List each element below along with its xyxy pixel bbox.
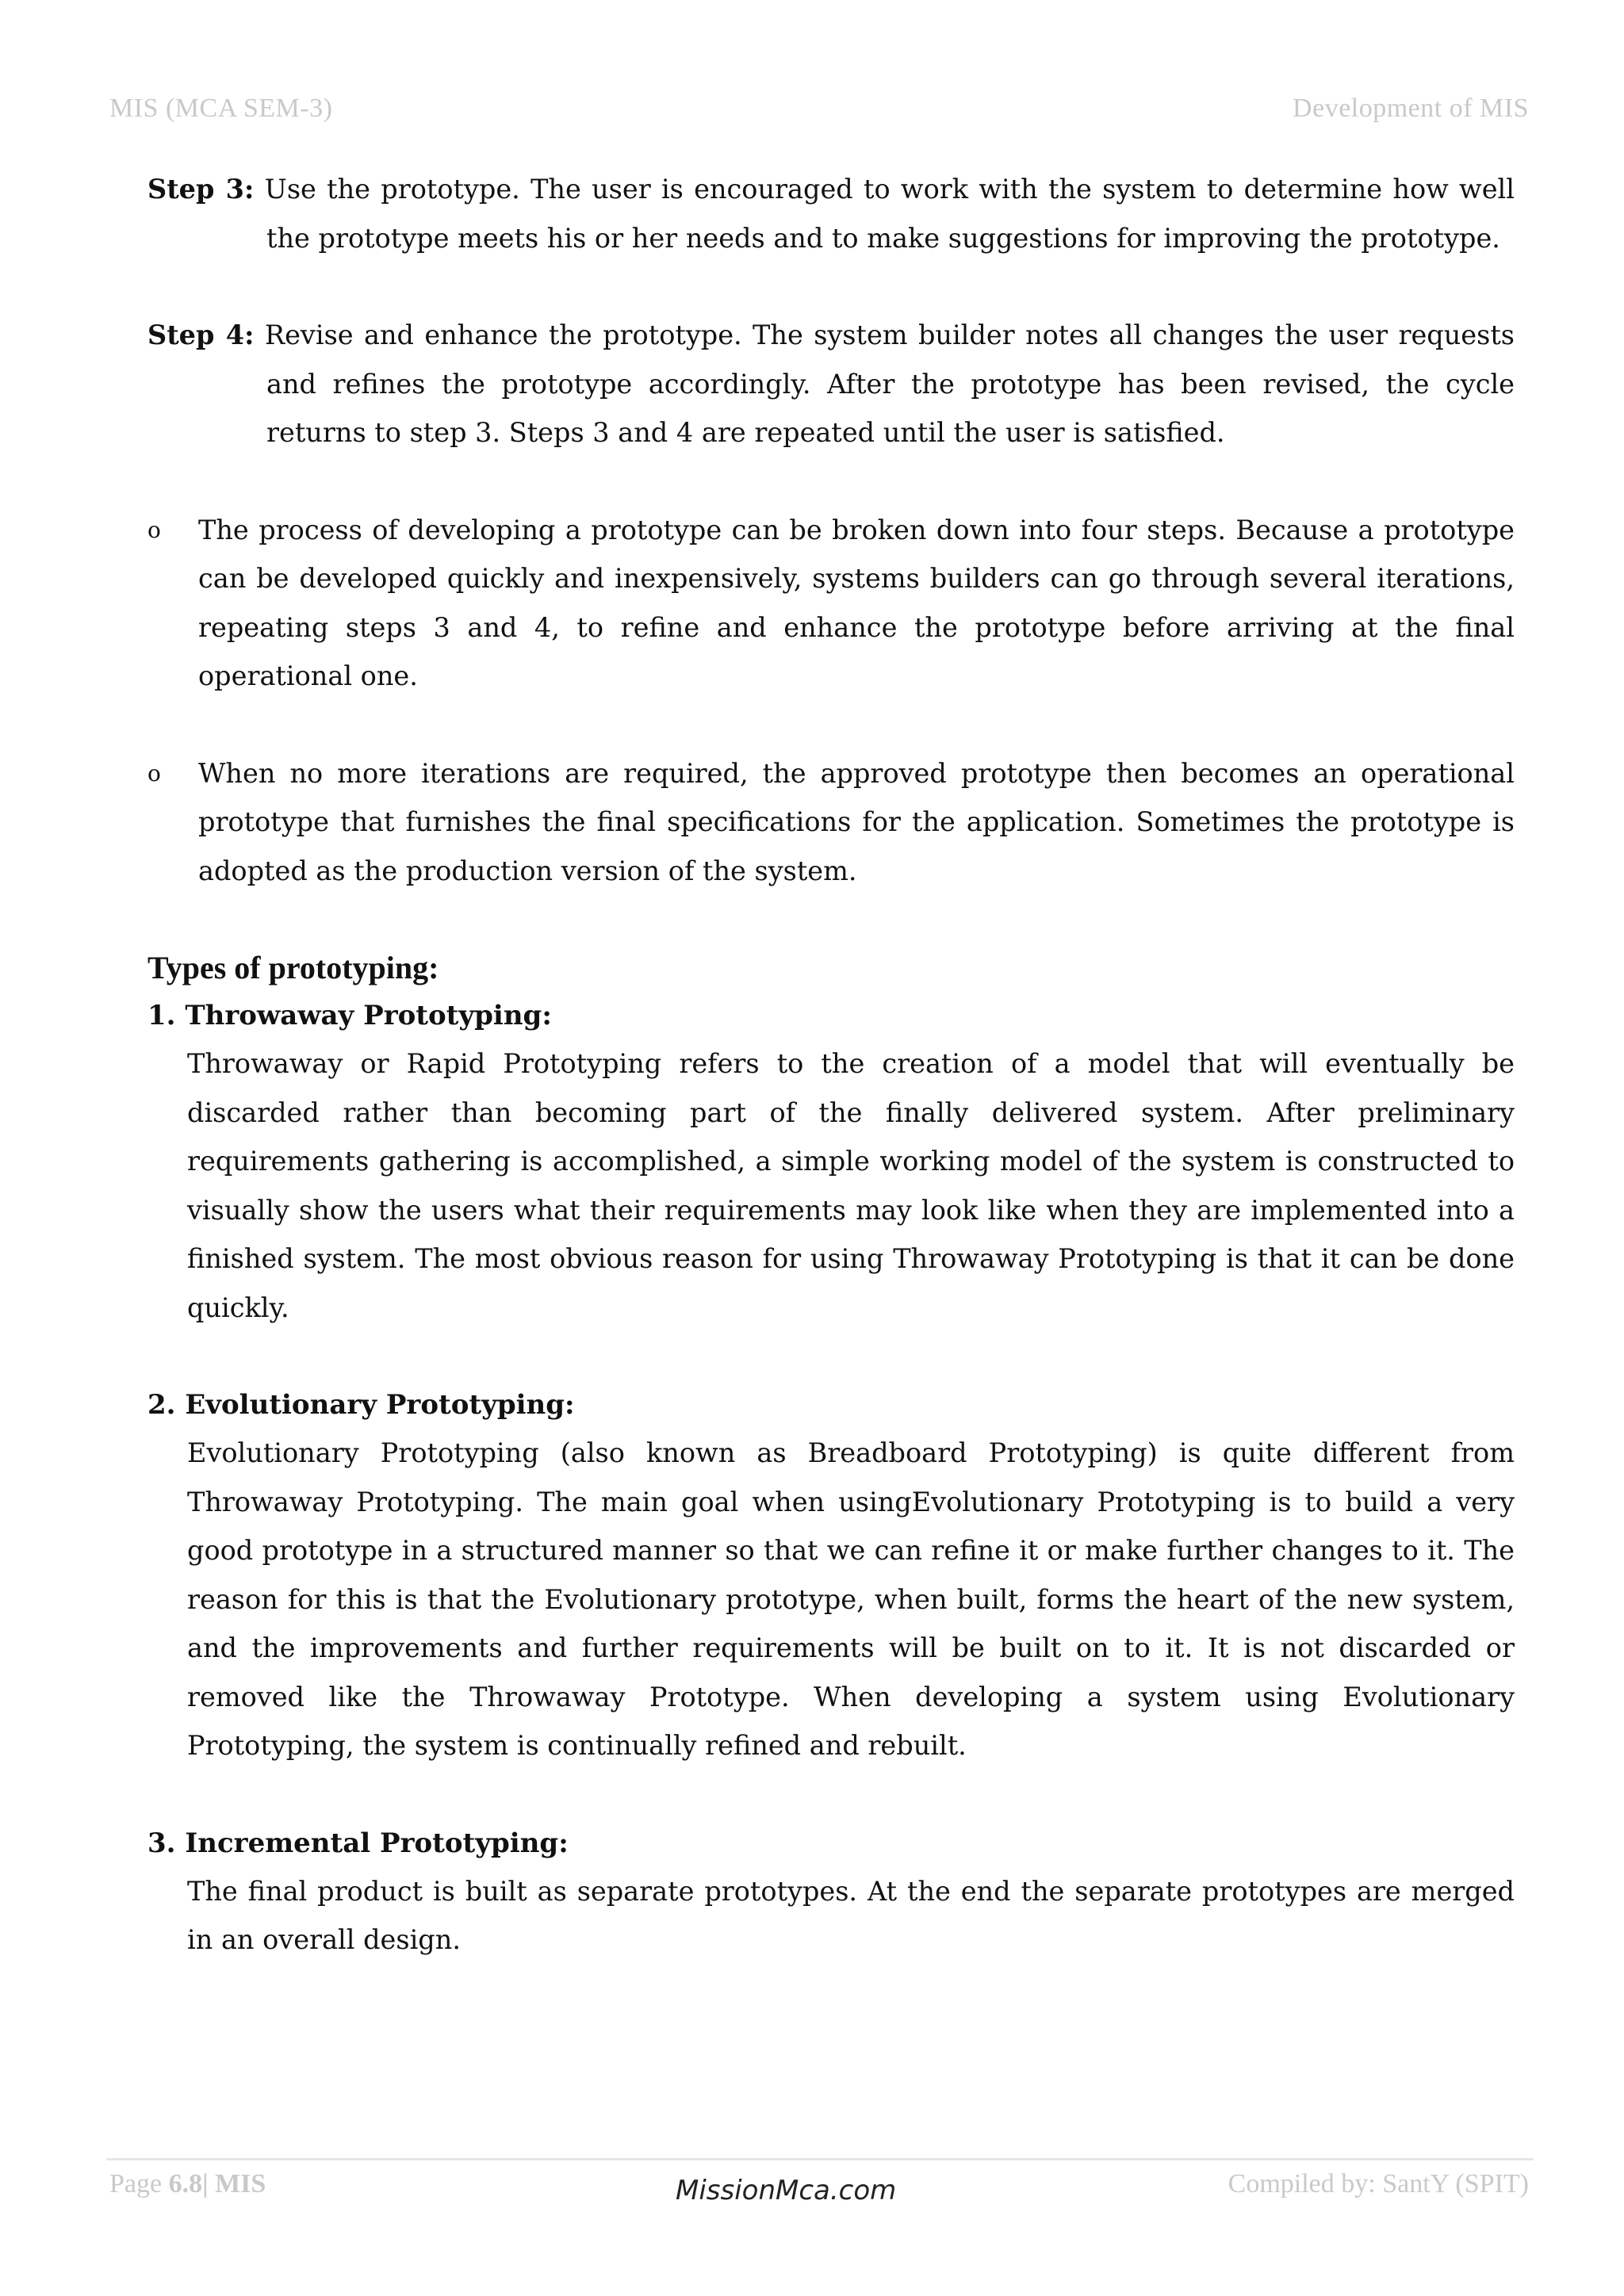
step-4 (147, 311, 1515, 457)
footer-divider (106, 2158, 1534, 2160)
step-label: Step 4: (147, 320, 255, 350)
bullet-item (147, 749, 1515, 896)
bullet-text: The process of developing a prototype can be broken down into four steps. Because a prototype can be developed quickly and inexpensively, systems builders can go through several iterations, repeating steps 3 and 4, to refine and enhance the prototype before arriving at the final operational one. (198, 514, 1515, 691)
types-heading: Types of prototyping: (147, 950, 439, 985)
bullet-mark: o (147, 516, 161, 543)
logo-text: MissionMca.com (676, 2175, 897, 2206)
page-content (147, 165, 1515, 1965)
type-text: Evolutionary Prototyping (also known as Breadboard Prototyping) is quite different from Throwaway Prototyping. The main goal when usingEvolutionary Prototyping is to build a very good prototype in a structured manner so that we can refine it or make further changes to it. The reason for this is that the Evolutionary prototype, when built, forms the heart of the new system, and the improvements and further requirements will be built on to it. It is not discarded or removed like the Throwaway Prototype. When developing a system using Evolutionary Prototyping, the system is continually refined and rebuilt. (187, 1437, 1515, 1761)
footer-page-suffix: | MIS (202, 2169, 266, 2198)
header-left: MIS (MCA SEM-3) (109, 94, 333, 123)
bullet-mark: o (147, 760, 161, 786)
footer-page-number: 6.8 (168, 2169, 203, 2198)
type-text: Throwaway or Rapid Prototyping refers to the creation of a model that will eventually be discarded rather than becoming part of the finally delivered system. After preliminary requirements gathering is accomplished, a simple working model of the system is constructed to visually show the users what their requirements may look like when they are implemented into a finished system. The most obvious reason for using Throwaway Prototyping is that it can be done quickly. (187, 1048, 1515, 1323)
footer-page-prefix: Page (109, 2169, 169, 2198)
footer-page-info (109, 2169, 266, 2199)
step-first-line: Use the prototype. The user is encouraged to work with the system to determine how well (264, 174, 1515, 205)
step-text: and refines the prototype accordingly. After the prototype has been revised, the cycle returns to step 3. Steps 3 and 4 are repeated until the user is satisfied. (266, 368, 1515, 448)
step-3 (147, 165, 1515, 262)
bullet-text: When no more iterations are required, the approved prototype then becomes an operational prototype that furnishes the final specifications for the application. Sometimes the prototype is adopted as the production version of the system. (198, 757, 1515, 886)
type-title: 1. Throwaway Prototyping: (147, 1000, 552, 1031)
type-title: 2. Evolutionary Prototyping: (147, 1389, 575, 1421)
header-right: Development of MIS (1293, 94, 1529, 123)
step-first-line: Revise and enhance the prototype. The system builder notes all changes the user requests (264, 320, 1515, 350)
missionmca-logo (674, 2168, 897, 2212)
footer-right: Compiled by: SantY (SPIT) (1228, 2169, 1529, 2198)
type-text: The final product is built as separate prototypes. At the end the separate prototypes are merged in an overall design. (187, 1875, 1515, 1955)
type-title: 3. Incremental Prototyping: (147, 1827, 569, 1859)
bullet-item (147, 506, 1515, 701)
step-text: the prototype meets his or her needs and to make suggestions for improving the prototype. (266, 222, 1500, 254)
step-label: Step 3: (147, 174, 255, 205)
